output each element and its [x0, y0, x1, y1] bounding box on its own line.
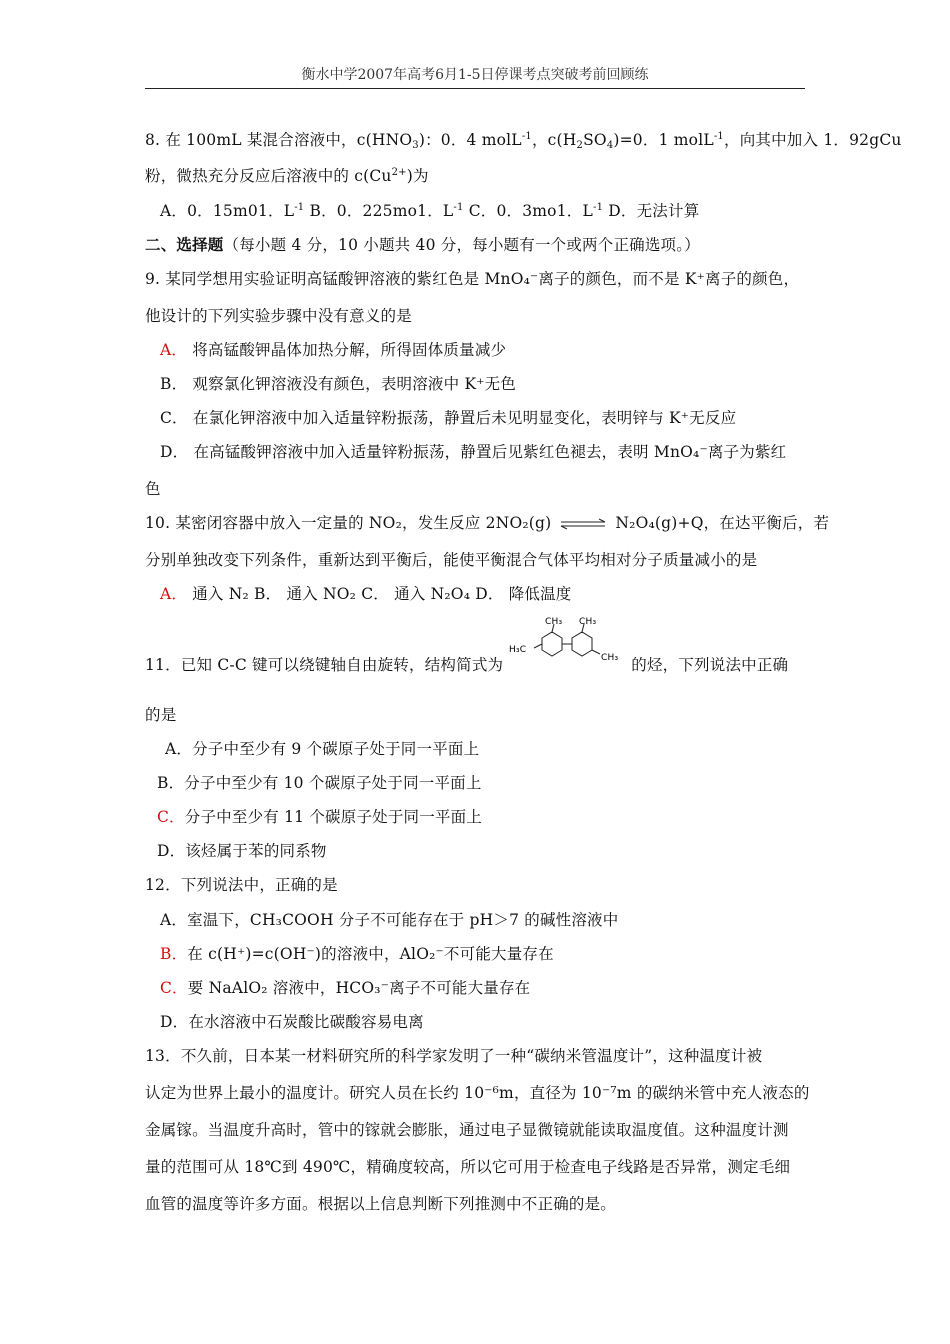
q12-option-d: D．在水溶液中石炭酸比碳酸容易电离 [160, 1013, 424, 1031]
q9-line1: 9. 某同学想用实验证明高锰酸钾溶液的紫红色是 MnO₄⁻离子的颜色，而不是 K⁺离子的颜色， [145, 270, 800, 288]
q9-option-a: A． 将高锰酸钾晶体加热分解，所得固体质量减少 [160, 341, 507, 359]
q12-option-c: C．要 NaAlO₂ 溶液中，HCO₃⁻离子不可能大量存在 [160, 979, 531, 997]
q12-option-b: B．在 c(H⁺)=c(OH⁻)的溶液中，AlO₂⁻不可能大量存在 [160, 945, 554, 963]
ch3-top-left-label: CH₃ [545, 617, 563, 627]
q12-option-a: A．室温下，CH₃COOH 分子不可能存在于 pH＞7 的碱性溶液中 [160, 911, 619, 929]
q13-line5: 血管的温度等许多方面。根据以上信息判断下列推测中不正确的是。 [145, 1195, 617, 1213]
q13-line2: 认定为世界上最小的温度计。研究人员在长约 10⁻⁶m，直径为 10⁻⁷m 的碳纳米管中充人液态的 [145, 1084, 810, 1102]
q10-line1: 10. 某密闭容器中放入一定量的 NO₂，发生反应 2NO₂(g) N₂O₄(g)+Q，在达平衡后，若 [145, 514, 830, 532]
q9-option-d: D． 在高锰酸钾溶液中加入适量锌粉振荡，静置后见紫红色褪去，表明 MnO₄⁻离子为紫红 [160, 443, 787, 461]
q8-options: A．0．15m01．$L^{-1}$ B．0．225mo1．$L^{-1}$ C．0．3mo1．$L^{-1}$ D．无法计算 [160, 202, 700, 220]
ch3-left-label: H₃C [509, 645, 527, 655]
q11-option-a: A．分子中至少有 9 个碳原子处于同一平面上 [165, 740, 480, 758]
q9-option-d-cont: 色 [145, 480, 161, 498]
q13-line3: 金属镓。当温度升高时，管中的镓就会膨胀，通过电子显微镜就能读取温度值。这种温度计测 [145, 1121, 789, 1139]
ch3-right-label: CH₃ [601, 653, 619, 663]
equilibrium-arrow-icon [557, 518, 609, 530]
section-2-title: 二、选择题（每小题 4 分，10 小题共 40 分，每小题有一个或两个正确选项。） [145, 235, 700, 254]
q8-line1: 8. 在 100mL 某混合溶液中，$c(HNO_3)$：0．4 molL$^{-1}$，$c(H_2SO_4)=0$．1 molL$^{-1}$，向其中加入 1．92gCu [145, 131, 902, 151]
dimethylbiphenyl-structure-icon [507, 616, 627, 676]
q9-option-c: C． 在氯化钾溶液中加入适量锌粉振荡，静置后未见明显变化，表明锌与 K⁺无反应 [160, 409, 737, 427]
q11-option-b: B．分子中至少有 10 个碳原子处于同一平面上 [157, 774, 482, 792]
q9-option-b: B． 观察氯化钾溶液没有颜色，表明溶液中 K⁺无色 [160, 375, 517, 393]
q11-option-d: D．该烃属于苯的同系物 [157, 842, 327, 860]
page-header: 衡水中学2007年高考6月1-5日停课考点突破考前回顾练 [145, 64, 805, 89]
q8-line2: 粉，微热充分反应后溶液中的 $c(Cu^{2+})$为 [145, 167, 429, 185]
q11-line2: 的是 [145, 706, 177, 724]
q10-line2: 分别单独改变下列条件，重新达到平衡后，能使平衡混合气体平均相对分子质量减小的是 [145, 551, 758, 569]
q13-line4: 量的范围可从 18℃到 490℃，精确度较高，所以它可用于检查电子线路是否异常，测定毛细 [145, 1158, 791, 1176]
q11-option-c: C．分子中至少有 11 个碳原子处于同一平面上 [157, 808, 483, 826]
q11-line1: 11．已知 C-C 键可以绕键轴自由旋转，结构简式为 CH₃ CH₃ H₃C CH₃ 的烃，下列说法中正确 [145, 617, 789, 674]
q10-options: A． 通入 N₂ B． 通入 NO₂ C． 通入 N₂O₄ D． 降低温度 [160, 585, 572, 603]
q9-line2: 他设计的下列实验步骤中没有意义的是 [145, 307, 412, 325]
ch3-top-right-label: CH₃ [579, 617, 597, 627]
q12-line1: 12．下列说法中，正确的是 [145, 876, 338, 894]
q13-line1: 13．不久前，日本某一材料研究所的科学家发明了一种“碳纳米管温度计”，这种温度计被 [145, 1047, 763, 1065]
